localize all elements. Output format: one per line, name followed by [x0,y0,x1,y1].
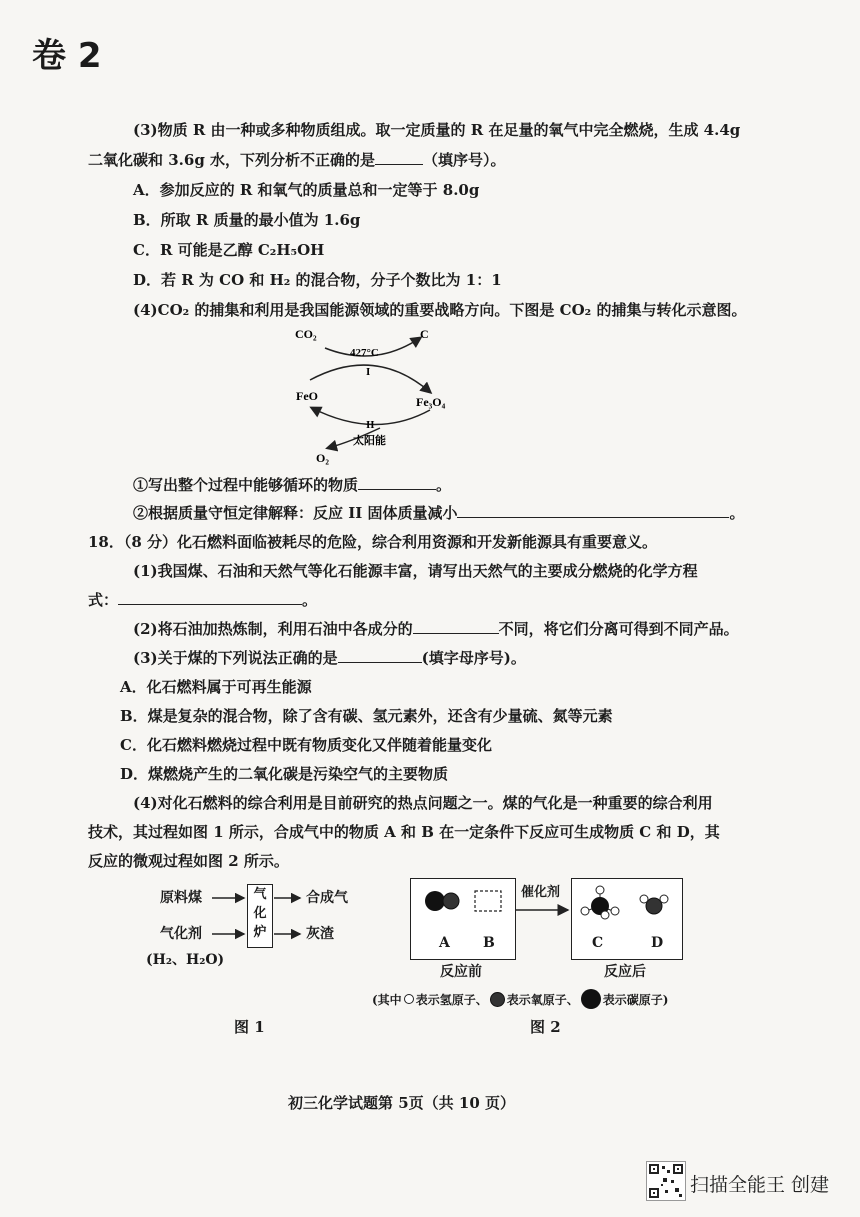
q18-p1-suffix: 。 [302,591,318,609]
label-c: C [420,327,429,341]
legend-hydrogen-text: 表示氢原子、 [415,992,488,1007]
q3-option-b: B．所取 R 质量的最小值为 1.6g [133,211,361,229]
fig2-before-molecules [411,879,515,959]
fig1-syngas-label: 合成气 [306,890,348,906]
q3-stem-line2 [88,150,506,170]
q18-p2-text: (2)将石油加热炼制，利用石油中各成分的 [133,620,413,638]
molecule-b-placeholder [475,891,501,911]
q4-sub2-suffix: 。 [729,504,745,522]
q3-answer-blank[interactable] [375,150,423,165]
label-solar: 太阳能 [353,434,386,447]
q3-option-d: D．若 R 为 CO 和 H₂ 的混合物，分子个数比为 1：1 [133,271,502,289]
qr-pattern [647,1162,685,1200]
qr-code-icon [646,1161,686,1201]
legend-prefix: (其中 [372,992,402,1007]
fig2-legend [372,989,668,1009]
q18-p4-line3: 反应的微观过程如图 2 所示。 [88,852,289,870]
q18-p1-blank[interactable] [118,590,302,605]
fig2-after-molecules [572,879,682,959]
hydrogen-atom [601,911,609,919]
label-fe3o4: Fe₃O₄ [416,395,446,409]
q18-p4-line1: (4)对化石燃料的综合利用是目前研究的热点问题之一。煤的气化是一种重要的综合利用 [133,794,713,812]
q18-p3-text: (3)关于煤的下列说法正确的是 [133,649,338,667]
fig1-ash-label: 灰渣 [306,926,334,942]
q4-sub2-blank[interactable] [457,503,729,518]
q3-option-a: A．参加反应的 R 和氧气的质量总和一定等于 8.0g [133,181,480,199]
q18-p4-line2: 技术，其过程如图 1 所示，合成气中的物质 A 和 B 在一定条件下反应可生成物质 C 和 D，其 [88,823,720,841]
q18-p3 [133,648,526,668]
q18-option-d: D．煤燃烧产生的二氧化碳是污染空气的主要物质 [120,765,449,783]
label-step-2: II [366,419,375,431]
q3-option-c: C．R 可能是乙醇 C₂H₅OH [133,241,325,259]
figure-1 [140,880,370,1000]
q3-stem-suffix: （填序号）。 [423,151,506,169]
fig2-after-label: 反应后 [604,964,646,980]
hydrogen-atom [640,895,648,903]
oxygen-atom [443,893,459,909]
label-step-1: I [366,366,371,378]
legend-carbon-text: 表示碳原子) [602,992,669,1007]
q18-option-c: C．化石燃料燃烧过程中既有物质变化又伴随着能量变化 [120,736,492,754]
page-footer: 初三化学试题第 5页（共 10 页） [288,1094,515,1112]
q18-p1-line1: (1)我国煤、石油和天然气等化石能源丰富，请写出天然气的主要成分燃烧的化学方程 [133,562,698,580]
q4-sub1-blank[interactable] [358,475,436,490]
hydrogen-atom [596,886,604,894]
q18-p3-suffix: (填字母序号)。 [421,649,526,667]
hydrogen-atom [581,907,589,915]
q4-sub1-suffix: 。 [436,476,452,494]
q3-stem-line1: (3)物质 R 由一种或多种物质组成。取一定质量的 R 在足量的氧气中完全燃烧，生成 4.4g [133,121,741,139]
q18-p1-line2 [88,590,317,610]
q18-option-b: B．煤是复杂的混合物，除了含有碳、氢元素外，还含有少量硫、氮等元素 [120,707,613,725]
fig1-caption: 图 1 [234,1018,265,1036]
gasifier-char-2: 化 [253,906,267,921]
gasifier-char-3: 炉 [253,925,267,940]
scanner-watermark: 扫描全能王 创建 [690,1174,830,1196]
q18-p2-blank[interactable] [413,619,499,634]
label-c: C [592,935,604,951]
q18-p1-prefix: 式： [88,591,119,609]
carbon-legend-icon [581,989,601,1009]
label-co2: CO₂ [295,327,317,341]
q18-option-a: A．化石燃料属于可再生能源 [120,678,312,696]
gasifier-char-1: 气 [253,887,267,902]
hydrogen-atom [611,907,619,915]
q4-sub1 [133,475,451,495]
carbon-atom [425,891,445,911]
label-feo: FeO [296,389,318,403]
q4-stem: (4)CO₂ 的捕集和利用是我国能源领域的重要战略方向。下图是 CO₂ 的捕集与转化示意图。 [133,301,747,319]
hydrogen-atom [660,895,668,903]
fig2-before-label: 反应前 [440,964,482,980]
q4-sub2 [133,503,745,523]
oxygen-legend-icon [490,992,505,1007]
fig1-agent-label: 气化剂 [160,926,202,942]
oxygen-atom-d [646,898,662,914]
label-temperature: 427°C [350,347,379,359]
label-d: D [651,935,664,951]
label-a: A [439,935,450,951]
q4-sub1-text: ①写出整个过程中能够循环的物质 [133,476,359,494]
q18-p2-suffix: 不同，将它们分离可得到不同产品。 [498,620,739,638]
legend-oxygen-text: 表示氧原子、 [506,992,579,1007]
fig2-caption: 图 2 [530,1018,561,1036]
q18-p3-blank[interactable] [338,648,422,663]
q18-stem: 18．（8 分）化石燃料面临被耗尽的危险，综合利用资源和开发新能源具有重要意义。 [88,533,658,551]
q18-p2 [133,619,739,639]
co2-cycle-diagram [280,320,480,470]
fig1-coal-label: 原料煤 [160,890,202,906]
catalyst-label: 催化剂 [521,885,561,900]
fig2-reaction-arrow [514,900,572,920]
volume-title: 卷 2 [32,36,102,76]
label-o2: O₂ [316,451,329,465]
q3-stem-text: 二氧化碳和 3.6g 水，下列分析不正确的是 [88,151,376,169]
fig1-agent-note: (H₂、H₂O) [146,952,225,968]
q4-sub2-text: ②根据质量守恒定律解释：反应 II 固体质量减小 [133,504,458,522]
fig2-before-box [410,878,516,960]
label-b: B [483,935,495,951]
hydrogen-legend-icon [404,994,414,1004]
fig2-after-box [571,878,683,960]
